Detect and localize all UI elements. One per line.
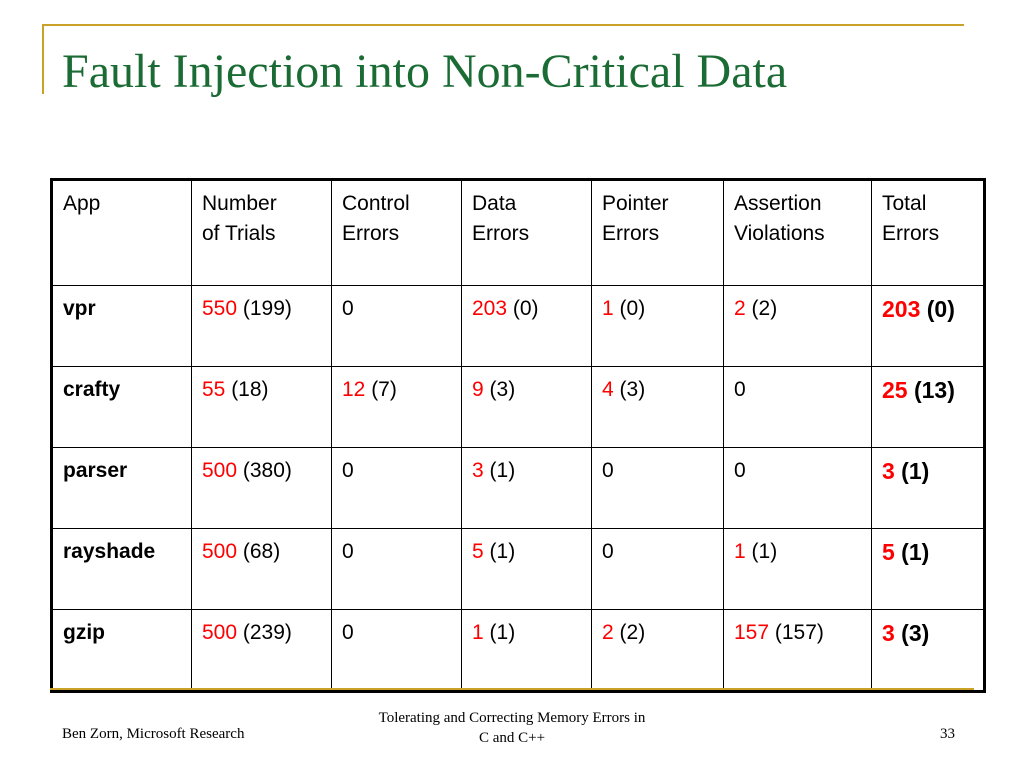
header-line: Total [882, 192, 927, 215]
cell-value: 0 [342, 459, 354, 482]
cell-subvalue: (1) [745, 540, 778, 563]
table-row [52, 610, 985, 692]
cell-data-errors [462, 286, 592, 367]
header-line: Pointer [602, 192, 669, 215]
cell-value: 0 [342, 540, 354, 563]
table-header-row [52, 180, 985, 286]
header-total-errors [872, 180, 985, 286]
cell-assertion-violations [724, 610, 872, 692]
header-trials [192, 180, 332, 286]
cell-subvalue: (199) [237, 297, 292, 320]
header-line: Errors [602, 222, 660, 245]
results-table [50, 178, 986, 693]
cell-data-errors [462, 448, 592, 529]
slide-number: 33 [940, 726, 955, 742]
cell-app: crafty [52, 367, 192, 448]
cell-total-errors [872, 367, 985, 448]
cell-subvalue: (3) [894, 620, 930, 646]
cell-app: gzip [52, 610, 192, 692]
cell-trials [192, 448, 332, 529]
cell-control-errors [332, 286, 462, 367]
cell-subvalue: (0) [613, 297, 646, 320]
header-line: of Trials [202, 222, 276, 245]
cell-data-errors [462, 610, 592, 692]
cell-value: 12 [342, 378, 366, 401]
cell-value: 5 [472, 540, 484, 563]
header-data-errors [462, 180, 592, 286]
cell-pointer-errors [592, 367, 724, 448]
cell-value: 0 [602, 459, 614, 482]
footer-author: Ben Zorn, Microsoft Research [62, 726, 245, 742]
cell-value: 3 [882, 620, 895, 646]
cell-value: 0 [342, 621, 354, 644]
footer-talk-title-line2: C and C++ [478, 730, 546, 746]
cell-value: 25 [882, 377, 908, 403]
cell-trials [192, 367, 332, 448]
cell-control-errors [332, 367, 462, 448]
cell-pointer-errors [592, 610, 724, 692]
header-control-errors [332, 180, 462, 286]
cell-value: 500 [202, 540, 238, 563]
cell-subvalue: (239) [237, 621, 292, 644]
cell-value: 0 [342, 297, 354, 320]
header-assertion-violations [724, 180, 872, 286]
cell-value: 500 [202, 459, 238, 482]
cell-subvalue: (2) [745, 297, 778, 320]
cell-subvalue: (18) [225, 378, 269, 401]
header-line: Errors [472, 222, 530, 245]
cell-pointer-errors [592, 286, 724, 367]
cell-total-errors [872, 286, 985, 367]
cell-value: 0 [734, 459, 746, 482]
cell-value: 0 [602, 540, 614, 563]
cell-value: 55 [202, 378, 226, 401]
cell-total-errors [872, 529, 985, 610]
table-row [52, 529, 985, 610]
cell-value: 1 [734, 540, 746, 563]
cell-value: 3 [882, 458, 895, 484]
cell-subvalue: (3) [483, 378, 516, 401]
cell-subvalue: (0) [920, 296, 955, 322]
cell-subvalue: (1) [894, 539, 930, 565]
cell-value: 2 [602, 621, 614, 644]
header-app [52, 180, 192, 286]
cell-assertion-violations [724, 367, 872, 448]
cell-app: rayshade [52, 529, 192, 610]
header-line: Errors [882, 222, 940, 245]
cell-app: parser [52, 448, 192, 529]
accent-line-left [42, 24, 44, 94]
cell-subvalue: (13) [907, 377, 955, 403]
header-pointer-errors [592, 180, 724, 286]
cell-assertion-violations [724, 286, 872, 367]
cell-value: 3 [472, 459, 484, 482]
cell-assertion-violations [724, 448, 872, 529]
cell-pointer-errors [592, 529, 724, 610]
header-line: Errors [342, 222, 400, 245]
cell-data-errors [462, 529, 592, 610]
header-line: Violations [734, 222, 825, 245]
cell-value: 203 [472, 297, 508, 320]
cell-subvalue: (1) [483, 540, 516, 563]
cell-subvalue: (2) [613, 621, 646, 644]
cell-total-errors [872, 610, 985, 692]
cell-subvalue: (380) [237, 459, 292, 482]
cell-value: 1 [602, 297, 614, 320]
table-row [52, 367, 985, 448]
footer-talk-title [352, 708, 672, 748]
header-line: Data [472, 192, 517, 215]
cell-subvalue: (0) [507, 297, 539, 320]
accent-line-bottom [50, 688, 974, 690]
table-row [52, 286, 985, 367]
cell-data-errors [462, 367, 592, 448]
cell-subvalue: (7) [365, 378, 397, 401]
footer-talk-title-line1: Tolerating and Correcting Memory Errors in [378, 710, 646, 726]
cell-control-errors [332, 529, 462, 610]
cell-subvalue: (157) [769, 621, 824, 644]
header-line: Control [342, 192, 410, 215]
cell-trials [192, 610, 332, 692]
cell-value: 0 [734, 378, 746, 401]
cell-value: 2 [734, 297, 746, 320]
accent-line-top [42, 24, 964, 26]
cell-value: 203 [882, 296, 921, 322]
cell-subvalue: (1) [483, 621, 516, 644]
cell-app: vpr [52, 286, 192, 367]
slide-title: Fault Injection into Non-Critical Data [62, 45, 788, 98]
cell-value: 4 [602, 378, 614, 401]
cell-trials [192, 286, 332, 367]
cell-value: 500 [202, 621, 238, 644]
cell-subvalue: (1) [894, 458, 930, 484]
cell-value: 1 [472, 621, 484, 644]
cell-value: 157 [734, 621, 770, 644]
cell-subvalue: (68) [237, 540, 281, 563]
header-line: Number [202, 192, 277, 215]
cell-trials [192, 529, 332, 610]
cell-assertion-violations [724, 529, 872, 610]
cell-total-errors [872, 448, 985, 529]
cell-control-errors [332, 448, 462, 529]
cell-subvalue: (1) [483, 459, 516, 482]
cell-subvalue: (3) [613, 378, 646, 401]
cell-value: 9 [472, 378, 484, 401]
header-line: App [63, 192, 101, 215]
cell-value: 5 [882, 539, 895, 565]
cell-pointer-errors [592, 448, 724, 529]
cell-control-errors [332, 610, 462, 692]
cell-value: 550 [202, 297, 238, 320]
header-line: Assertion [734, 192, 822, 215]
table-row [52, 448, 985, 529]
